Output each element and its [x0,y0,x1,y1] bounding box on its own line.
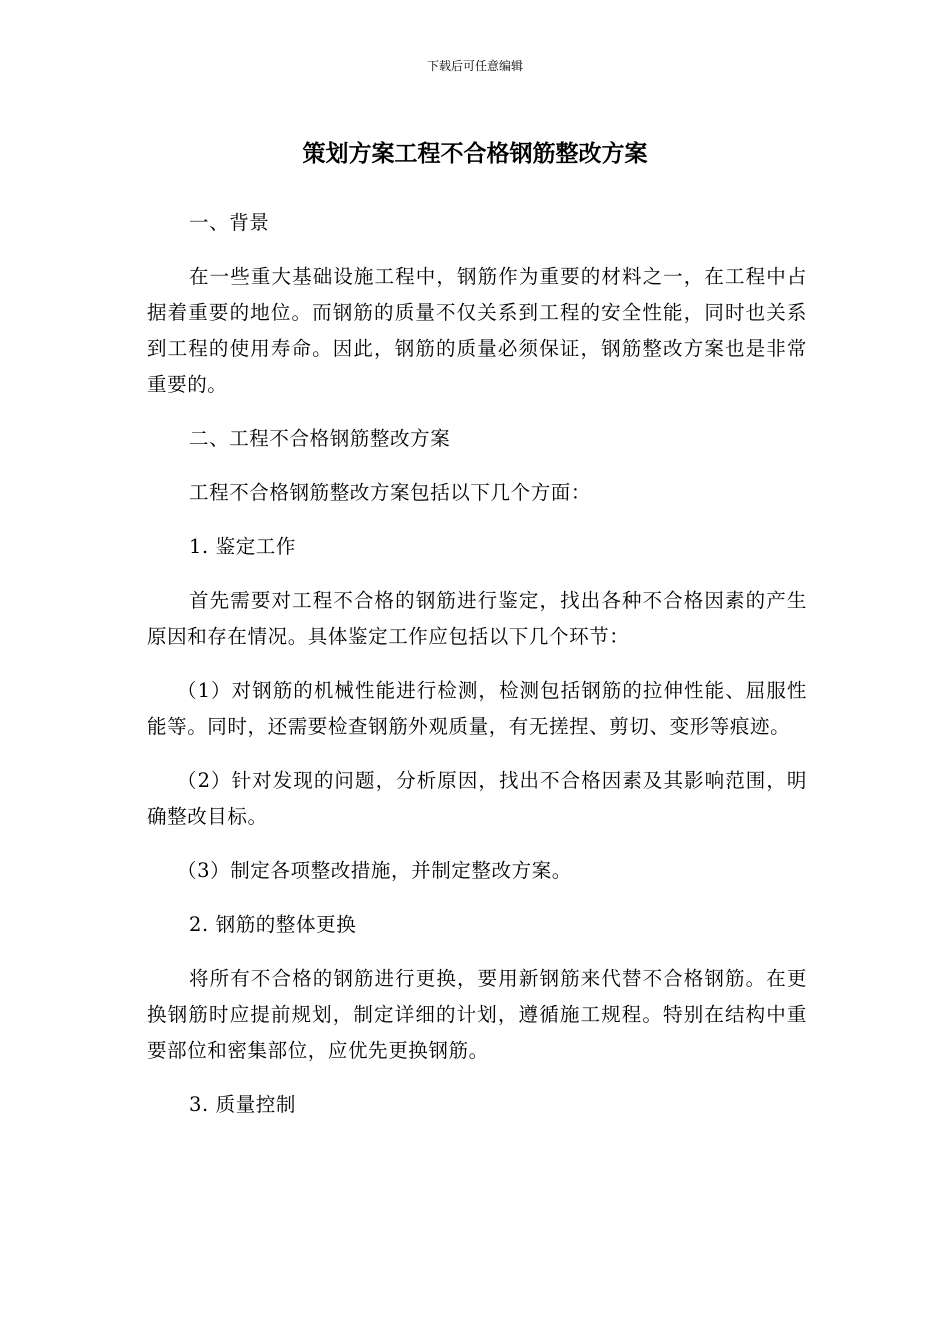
section-heading-background: 一、背景 [189,211,270,234]
list-item-1: （1）对钢筋的机械性能进行检测，检测包括钢筋的拉伸性能、屈服性能等。同时，还需要检查钢筋外观质量，有无搓捏、剪切、变形等痕迹。 [147,679,807,738]
list-item-2: （2）针对发现的问题，分析原因，找出不合格因素及其影响范围，明确整改目标。 [147,769,807,828]
list-item-3: （3）制定各项整改措施，并制定整改方案。 [177,859,572,882]
subheading-replacement: 2. 钢筋的整体更换 [189,913,357,936]
paragraph-plan-intro: 工程不合格钢筋整改方案包括以下几个方面： [189,481,592,504]
paragraph-background: 在一些重大基础设施工程中，钢筋作为重要的材料之一，在工程中占据着重要的地位。而钢筋的质量不仅关系到工程的安全性能，同时也关系到工程的使用寿命。因此，钢筋的质量必须保证，钢筋整改方案也是非常重要的。 [147,265,807,396]
paragraph-identification: 首先需要对工程不合格的钢筋进行鉴定，找出各种不合格因素的产生原因和存在情况。具体鉴定工作应包括以下几个环节： [147,589,807,648]
paragraph-replacement: 将所有不合格的钢筋进行更换，要用新钢筋来代替不合格钢筋。在更换钢筋时应提前规划，制定详细的计划，遵循施工规程。特别在结构中重要部位和密集部位，应优先更换钢筋。 [147,967,807,1062]
section-heading-plan: 二、工程不合格钢筋整改方案 [189,427,451,450]
document-title: 策划方案工程不合格钢筋整改方案 [302,141,648,167]
document-body [147,205,807,1141]
subheading-identification: 1. 鉴定工作 [189,535,297,558]
subheading-quality-control: 3. 质量控制 [189,1093,297,1116]
page-header-note: 下载后可任意编辑 [426,59,523,73]
